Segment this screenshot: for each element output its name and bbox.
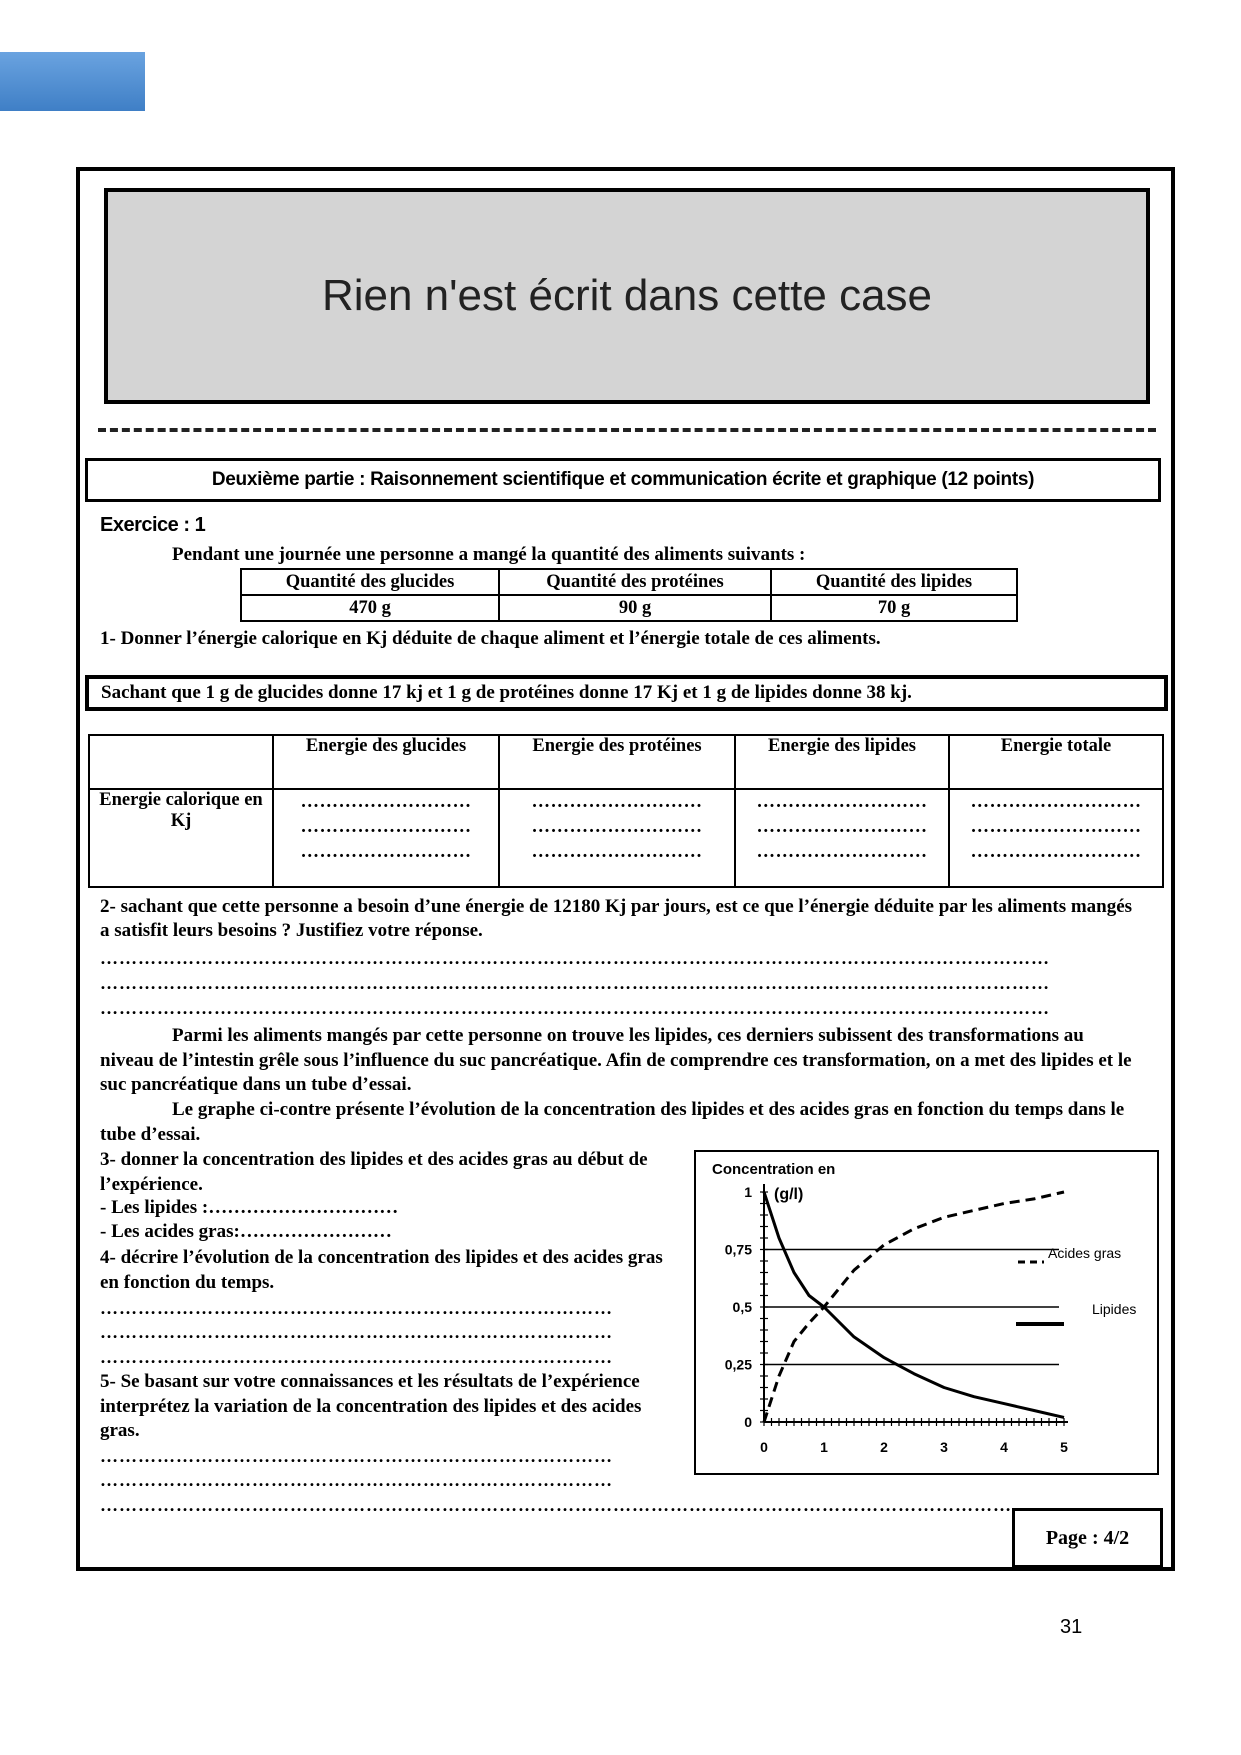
energy-header: Energie des glucides	[273, 735, 499, 789]
x-tick-label: 3	[940, 1439, 948, 1455]
question-1: 1- Donner l’énergie calorique en Kj déduite de chaque aliment et l’énergie totale de ces aliments.	[100, 628, 881, 649]
placeholder-text: Rien n'est écrit dans cette case	[321, 271, 933, 320]
energy-header: Energie totale	[949, 735, 1163, 789]
answer-dots: ……………………… ……………………… ………………………	[735, 789, 949, 887]
food-header: Quantité des glucides	[241, 569, 499, 595]
answer-line: ……………………………………………………………………………………………………………………………………	[100, 1495, 1050, 1515]
y-tick-label: 0,25	[724, 1356, 752, 1373]
info-text: Sachant que 1 g de glucides donne 17 kj et 1 g de protéines donne 17 Kj et 1 g de lipides donne 38 kj.	[101, 682, 912, 703]
answer-line: ………………………………………………………………………	[100, 1347, 613, 1367]
answer-line: ……………………………………………………………………………………………………………………………………	[100, 973, 1050, 993]
page-number: 31	[1060, 1616, 1083, 1638]
x-tick-label: 5	[1060, 1439, 1068, 1455]
answer-line: ………………………………………………………………………	[100, 1298, 613, 1318]
legend-label-lipides: Lipides	[1092, 1301, 1137, 1317]
question-3: 3- donner la concentration des lipides et des acides gras au début de l’expérience.	[100, 1149, 648, 1195]
food-header: Quantité des lipides	[771, 569, 1017, 595]
x-tick-label: 1	[820, 1439, 828, 1455]
answer-dots: ……………………… ……………………… ………………………	[949, 789, 1163, 887]
energy-header: Energie des protéines	[499, 735, 735, 789]
question-2: 2- sachant que cette personne a besoin d’une énergie de 12180 Kj par jours, est ce que l’énergie déduite par les aliments mangés a satisfit leurs besoins ? Justifiez votre réponse.	[100, 896, 1133, 941]
paragraph-1: Parmi les aliments mangés par cette personne on trouve les lipides, ces derniers subissent des transformations au niveau de l’intestin grêle sous l’influence du suc pancréatique. Afin de comprendre ces transformation, on a met des lipides et le suc pancréatique dans un tube d’essai.	[100, 1025, 1132, 1095]
page-label: Page : 4/2	[1045, 1526, 1130, 1549]
answer-line: ……………………………………………………………………………………………………………………………………	[100, 948, 1050, 968]
intro-text: Pendant une journée une personne a mangé la quantité des aliments suivants :	[172, 544, 806, 565]
info-box	[85, 675, 1168, 711]
energy-row-label: Energie calorique en Kj	[89, 789, 273, 887]
answer-line: ……………………………………………………………………………………………………………………………………	[100, 998, 1050, 1018]
legend-label-acides-gras: Acides gras	[1048, 1245, 1122, 1261]
answer-line: ………………………………………………………………………	[100, 1322, 613, 1342]
chart-ylabel: (g/l)	[774, 1186, 804, 1203]
placeholder-box	[104, 188, 1150, 404]
cut-line	[98, 428, 1156, 432]
y-tick-label: 0,5	[732, 1299, 752, 1315]
answer-line: ………………………………………………………………………	[100, 1446, 613, 1466]
page-label-box	[1012, 1508, 1163, 1568]
y-tick-label: 1	[744, 1184, 752, 1200]
food-value: 90 g	[499, 595, 771, 621]
concentration-chart	[694, 1150, 1159, 1475]
food-value: 70 g	[771, 595, 1017, 621]
answer-dots: ……………………… ……………………… ………………………	[499, 789, 735, 887]
x-tick-label: 0	[760, 1439, 768, 1455]
part-title: Deuxième partie : Raisonnement scientifique et communication écrite et graphique (12 points)	[211, 469, 1035, 490]
y-tick-label: 0	[744, 1414, 752, 1430]
q3-acides-gras: - Les acides gras:……………………	[100, 1221, 392, 1242]
lipides-line	[764, 1192, 1064, 1417]
answer-dots: ……………………… ……………………… ………………………	[273, 789, 499, 887]
food-header: Quantité des protéines	[499, 569, 771, 595]
chart-title: Concentration en	[712, 1161, 836, 1178]
energy-header: Energie des lipides	[735, 735, 949, 789]
question-4: 4- décrire l’évolution de la concentration des lipides et des acides gras en fonction du temps.	[100, 1247, 663, 1293]
food-quantity-table	[240, 568, 1018, 622]
q3-lipides: - Les lipides :…………………………	[100, 1197, 399, 1218]
paragraph-2: Le graphe ci-contre présente l’évolution de la concentration des lipides et des acides gras en fonction du temps dans le tube d’essai.	[100, 1099, 1125, 1145]
energy-table	[88, 734, 1164, 888]
x-tick-label: 2	[880, 1439, 888, 1455]
blue-header-tab	[0, 52, 145, 111]
chart-svg	[696, 1152, 1157, 1473]
x-tick-label: 4	[1000, 1439, 1008, 1455]
food-value: 470 g	[241, 595, 499, 621]
y-tick-label: 0,75	[724, 1241, 752, 1258]
part-title-box	[85, 458, 1161, 502]
answer-line: ………………………………………………………………………	[100, 1470, 613, 1490]
exercise-title: Exercice : 1	[100, 514, 206, 536]
question-5: 5- Se basant sur votre connaissances et les résultats de l’expérience interprétez la variation de la concentration des lipides et des acides gras.	[100, 1371, 642, 1441]
